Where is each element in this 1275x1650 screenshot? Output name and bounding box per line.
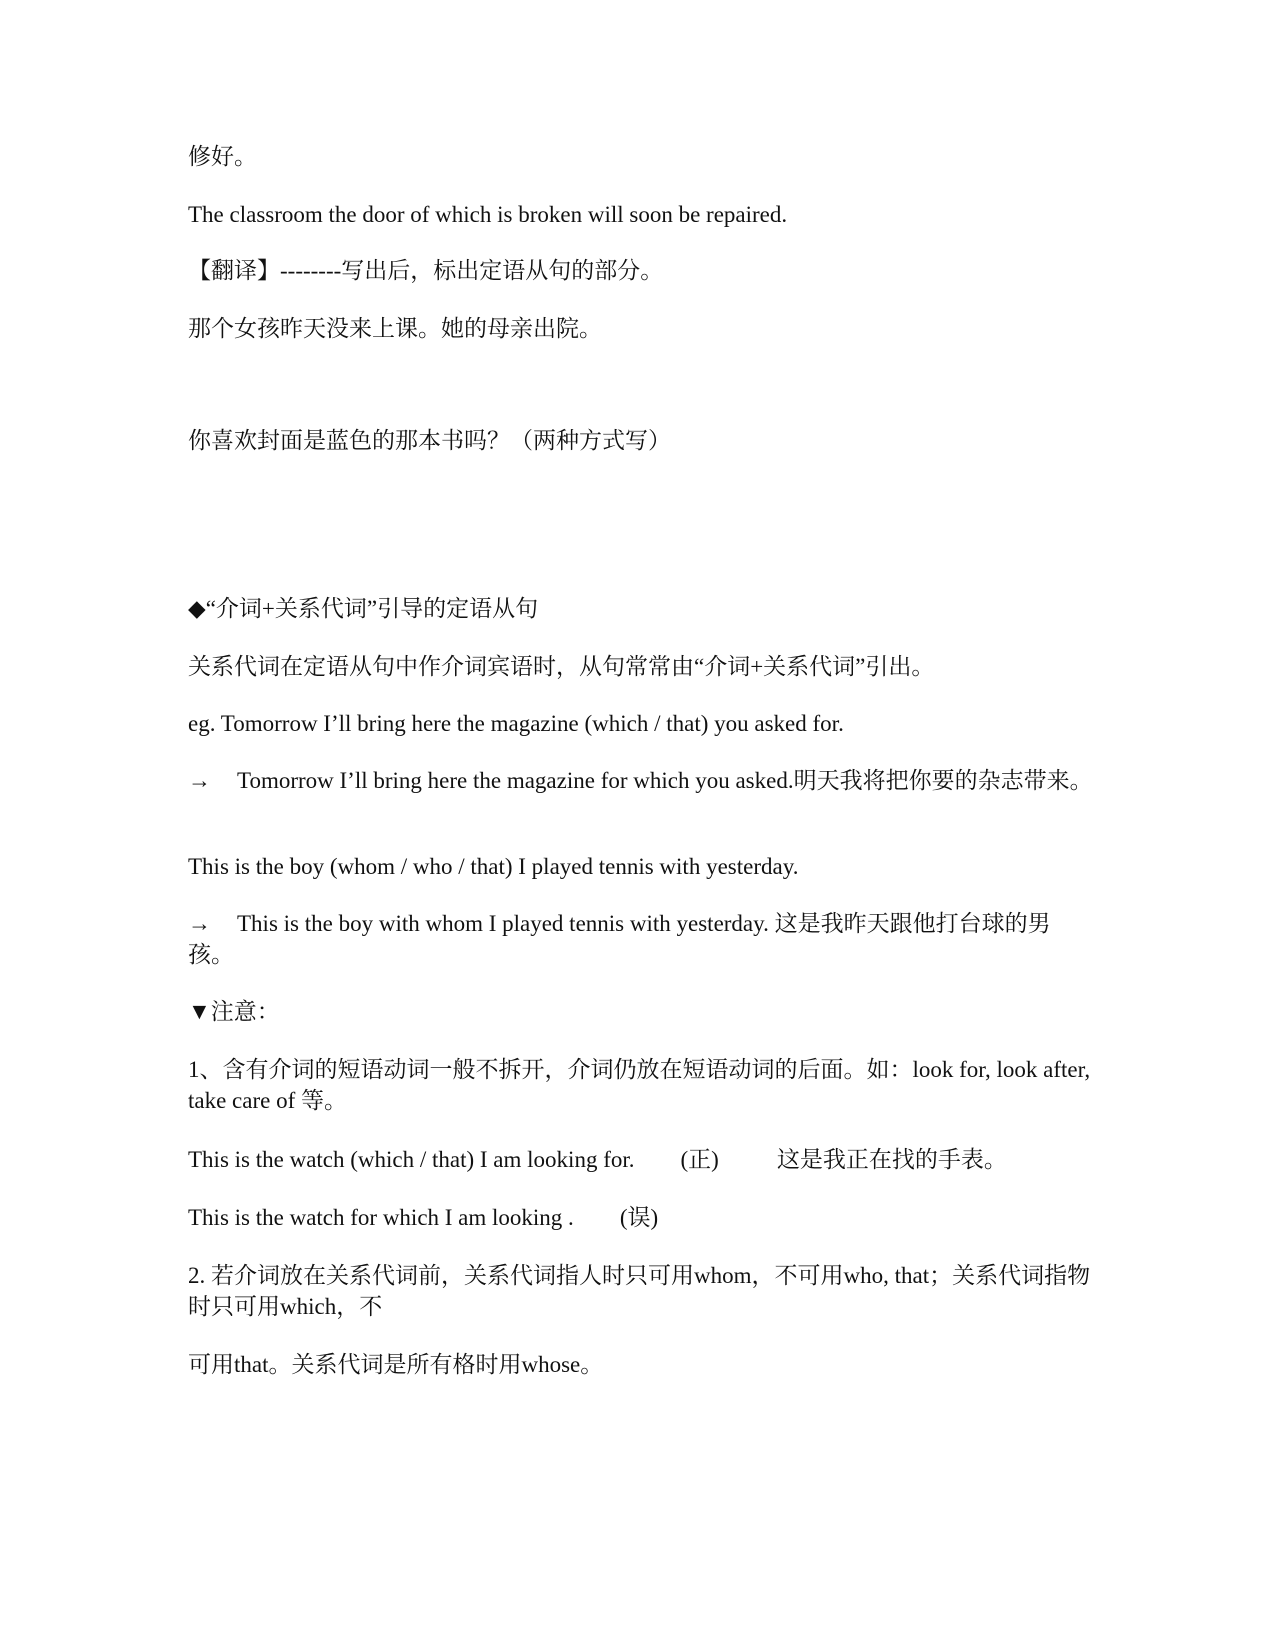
note-heading: ▼注意：	[188, 999, 280, 1024]
section-heading-preposition-relative-pronoun: ◆“介词+关系代词”引导的定语从句	[188, 596, 539, 621]
example-magazine-original: eg. Tomorrow I’ll bring here the magazine (which / that) you asked for.	[188, 711, 844, 736]
example-watch-correct-sentence: This is the watch (which / that) I am looking for.	[188, 1147, 635, 1172]
note-item-2: 2. 若介词放在关系代词前，关系代词指人时只可用whom，不可用who, that；关系代词指物时只可用which，不	[188, 1263, 1091, 1319]
correct-mark: (正)	[680, 1147, 719, 1172]
example-boy-rewrite	[188, 908, 1093, 970]
arrow-icon: →	[188, 768, 211, 793]
arrow-icon: →	[188, 911, 211, 936]
example-magazine-rewrite-text: Tomorrow I’ll bring here the magazine for which you asked.明天我将把你要的杂志带来。	[237, 768, 1093, 793]
example-watch-incorrect-sentence: This is the watch for which I am looking .	[188, 1205, 574, 1230]
text-line-continuation: 修好。	[188, 144, 257, 169]
example-magazine-rewrite	[188, 765, 1093, 796]
translation-instruction: 【翻译】--------写出后，标出定语从句的部分。	[188, 258, 664, 283]
rule-explanation: 关系代词在定语从句中作介词宾语时，从句常常由“介词+关系代词”引出。	[188, 654, 935, 679]
translation-exercise-2: 你喜欢封面是蓝色的那本书吗？（两种方式写）	[188, 428, 671, 453]
example-sentence-classroom: The classroom the door of which is broken will soon be repaired.	[188, 202, 788, 227]
note-item-2-continuation: 可用that。关系代词是所有格时用whose。	[188, 1352, 604, 1377]
incorrect-mark: (误)	[619, 1205, 659, 1230]
example-watch-incorrect	[188, 1202, 1093, 1233]
example-watch-correct	[188, 1144, 1093, 1175]
note-item-1: 1、含有介词的短语动词一般不拆开，介词仍放在短语动词的后面。如：look for, look after, take care of 等。	[188, 1057, 1091, 1113]
example-boy-original: This is the boy (whom / who / that) I played tennis with yesterday.	[188, 854, 799, 879]
translation-exercise-1: 那个女孩昨天没来上课。她的母亲出院。	[188, 316, 602, 341]
example-watch-translation: 这是我正在找的手表。	[776, 1147, 1007, 1172]
example-boy-rewrite-text: This is the boy with whom I played tennis with yesterday. 这是我昨天跟他打台球的男孩。	[188, 911, 1051, 967]
